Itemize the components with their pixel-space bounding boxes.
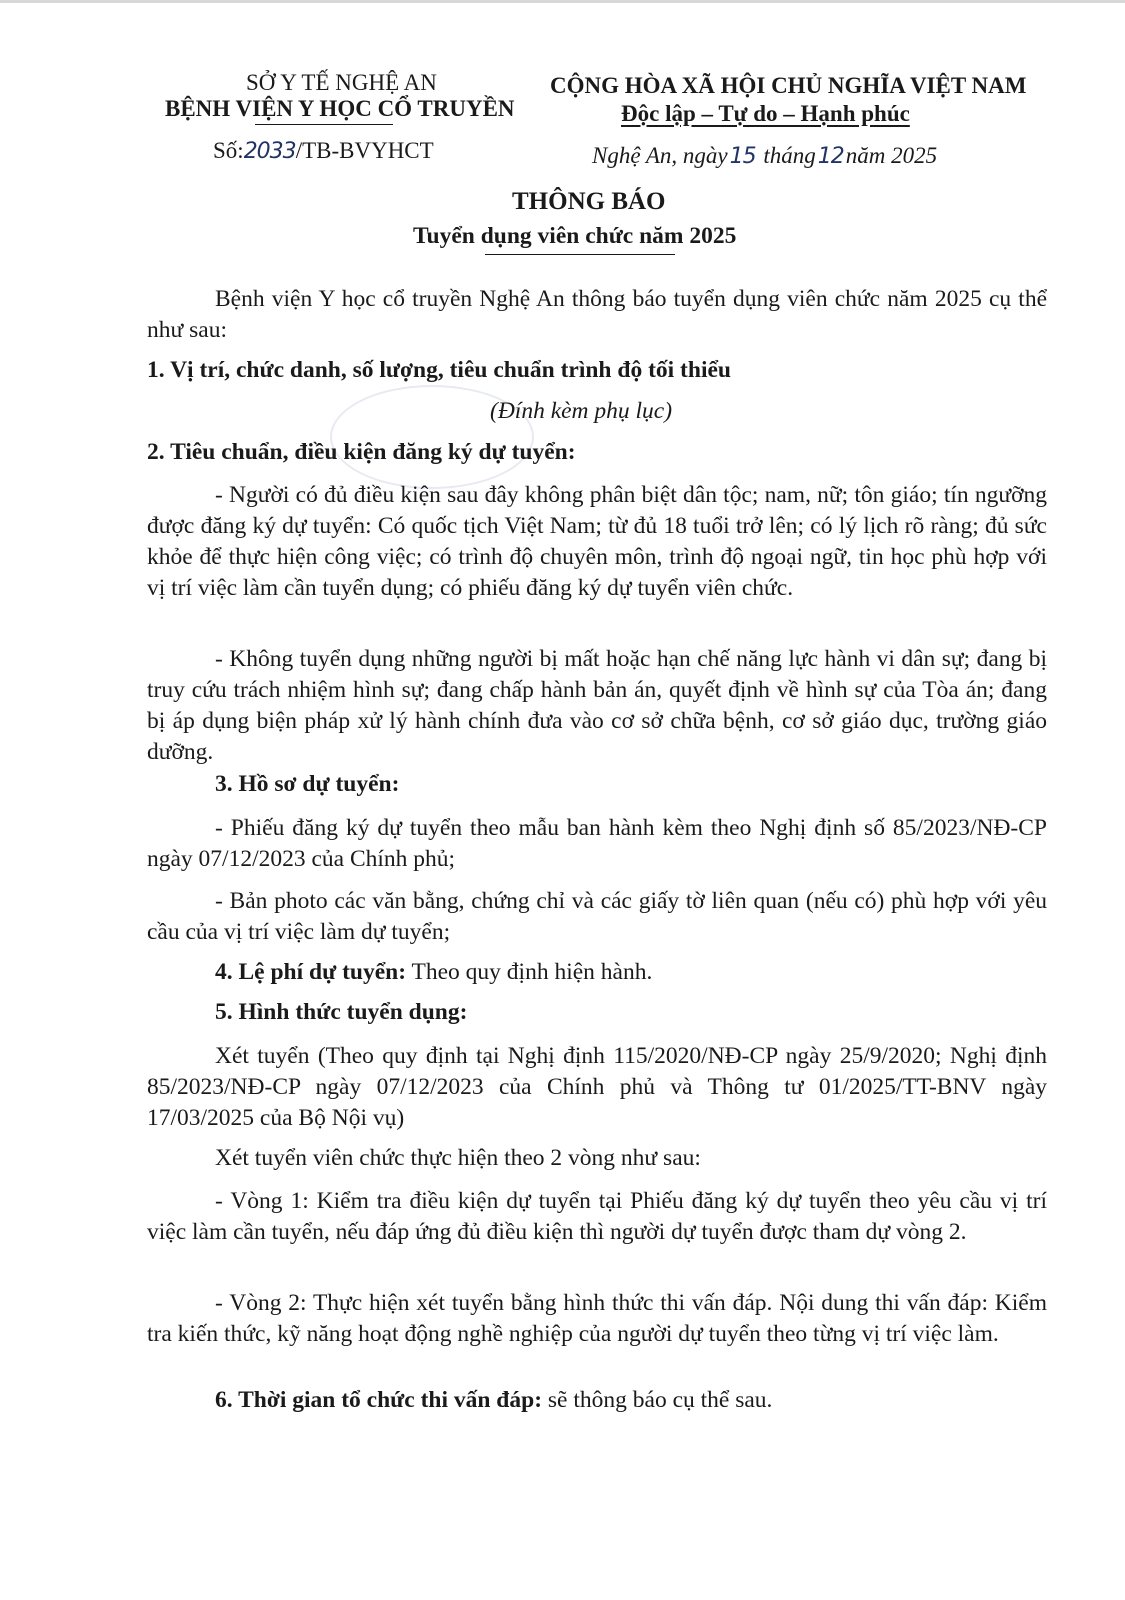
section5-paragraph2: Xét tuyển viên chức thực hiện theo 2 vòng như sau: [215, 1145, 701, 1171]
section4-text: Theo quy định hiện hành. [411, 959, 653, 985]
section6-line [215, 1387, 772, 1414]
handwritten-number: 2033 [243, 139, 296, 164]
section3-paragraph1: - Phiếu đăng ký dự tuyển theo mẫu ban hành kèm theo Nghị định số 85/2023/NĐ-CP ngày 07/12/2023 của Chính phủ; [147, 815, 1047, 872]
country-name: CỘNG HÒA XÃ HỘI CHỦ NGHĨA VIỆT NAM [550, 73, 1027, 98]
section5-paragraph4: - Vòng 2: Thực hiện xét tuyển bằng hình thức thi vấn đáp. Nội dung thi vấn đáp: Kiểm tra kiến thức, kỹ năng hoạt động nghề nghiệp của người dự tuyển theo từng vị trí việc làm. [147, 1290, 1047, 1347]
section1-note: (Đính kèm phụ lục) [490, 398, 673, 424]
handwritten-month: 12 [817, 144, 844, 169]
section5-heading: 5. Hình thức tuyển dụng: [215, 999, 468, 1025]
national-motto: Độc lập – Tự do – Hạnh phúc [621, 101, 910, 126]
intro-paragraph: Bệnh viện Y học cổ truyền Nghệ An thông báo tuyển dụng viên chức năm 2025 cụ thể như sau: [147, 286, 1047, 343]
document-number: Số:2033/TB-BVYHCT [213, 138, 434, 164]
section4-heading: 4. Lệ phí dự tuyển: [215, 959, 407, 985]
handwritten-day: 15 [729, 144, 756, 169]
section2-heading: 2. Tiêu chuẩn, điều kiện đăng ký dự tuyển: [147, 439, 576, 465]
title-underline [485, 254, 675, 255]
section2-paragraph1: - Người có đủ điều kiện sau đây không phân biệt dân tộc; nam, nữ; tôn giáo; tín ngưỡng được đăng ký dự tuyển: Có quốc tịch Việt Nam; từ đủ 18 tuổi trở lên; có lý lịch rõ ràng; đủ sức khỏe để thực hiện công việc; có trình độ chuyên môn, trình độ ngoại ngữ, tin học phù hợp với vị trí việc làm cần tuyển dụng; có phiếu đăng ký dự tuyển viên chức. [147, 482, 1047, 601]
section6-heading: 6. Thời gian tổ chức thi vấn đáp: [215, 1387, 543, 1413]
section4-line [215, 959, 652, 986]
section5-paragraph1: Xét tuyển (Theo quy định tại Nghị định 115/2020/NĐ-CP ngày 25/9/2020; Nghị định 85/2023/NĐ-CP ngày 07/12/2023 của Chính phủ và Thông tư 01/2025/TT-BNV ngày 17/03/2025 của Bộ Nội vụ) [147, 1043, 1047, 1131]
section3-paragraph2: - Bản photo các văn bằng, chứng chỉ và các giấy tờ liên quan (nếu có) phù hợp với yêu cầu của vị trí việc làm dự tuyển; [147, 888, 1047, 945]
section2-paragraph2: - Không tuyển dụng những người bị mất hoặc hạn chế năng lực hành vi dân sự; đang bị truy cứu trách nhiệm hình sự; đang chấp hành bản án, quyết định về hình sự của Tòa án; đang bị áp dụng biện pháp xử lý hành chính đưa vào cơ sở chữa bệnh, cơ sở giáo dục, trường giáo dưỡng. [147, 646, 1047, 765]
document-subtitle: Tuyển dụng viên chức năm 2025 [413, 223, 737, 249]
scan-edge [0, 0, 1125, 3]
agency-parent: SỞ Y TẾ NGHỆ AN [246, 70, 437, 95]
section6-text: sẽ thông báo cụ thể sau. [547, 1387, 773, 1413]
document-title: THÔNG BÁO [512, 188, 666, 215]
issue-date: Nghệ An, ngày15 tháng12năm 2025 [592, 143, 938, 169]
agency-underline [255, 124, 393, 125]
section3-heading: 3. Hồ sơ dự tuyển: [215, 771, 400, 797]
section1-heading: 1. Vị trí, chức danh, số lượng, tiêu chuẩn trình độ tối thiểu [147, 357, 731, 383]
agency-name: BỆNH VIỆN Y HỌC CỔ TRUYỀN [165, 96, 515, 121]
section5-paragraph3: - Vòng 1: Kiểm tra điều kiện dự tuyển tại Phiếu đăng ký dự tuyển theo yêu cầu vị trí việc làm cần tuyển, nếu đáp ứng đủ điều kiện thì người dự tuyển được tham dự vòng 2. [147, 1188, 1047, 1245]
